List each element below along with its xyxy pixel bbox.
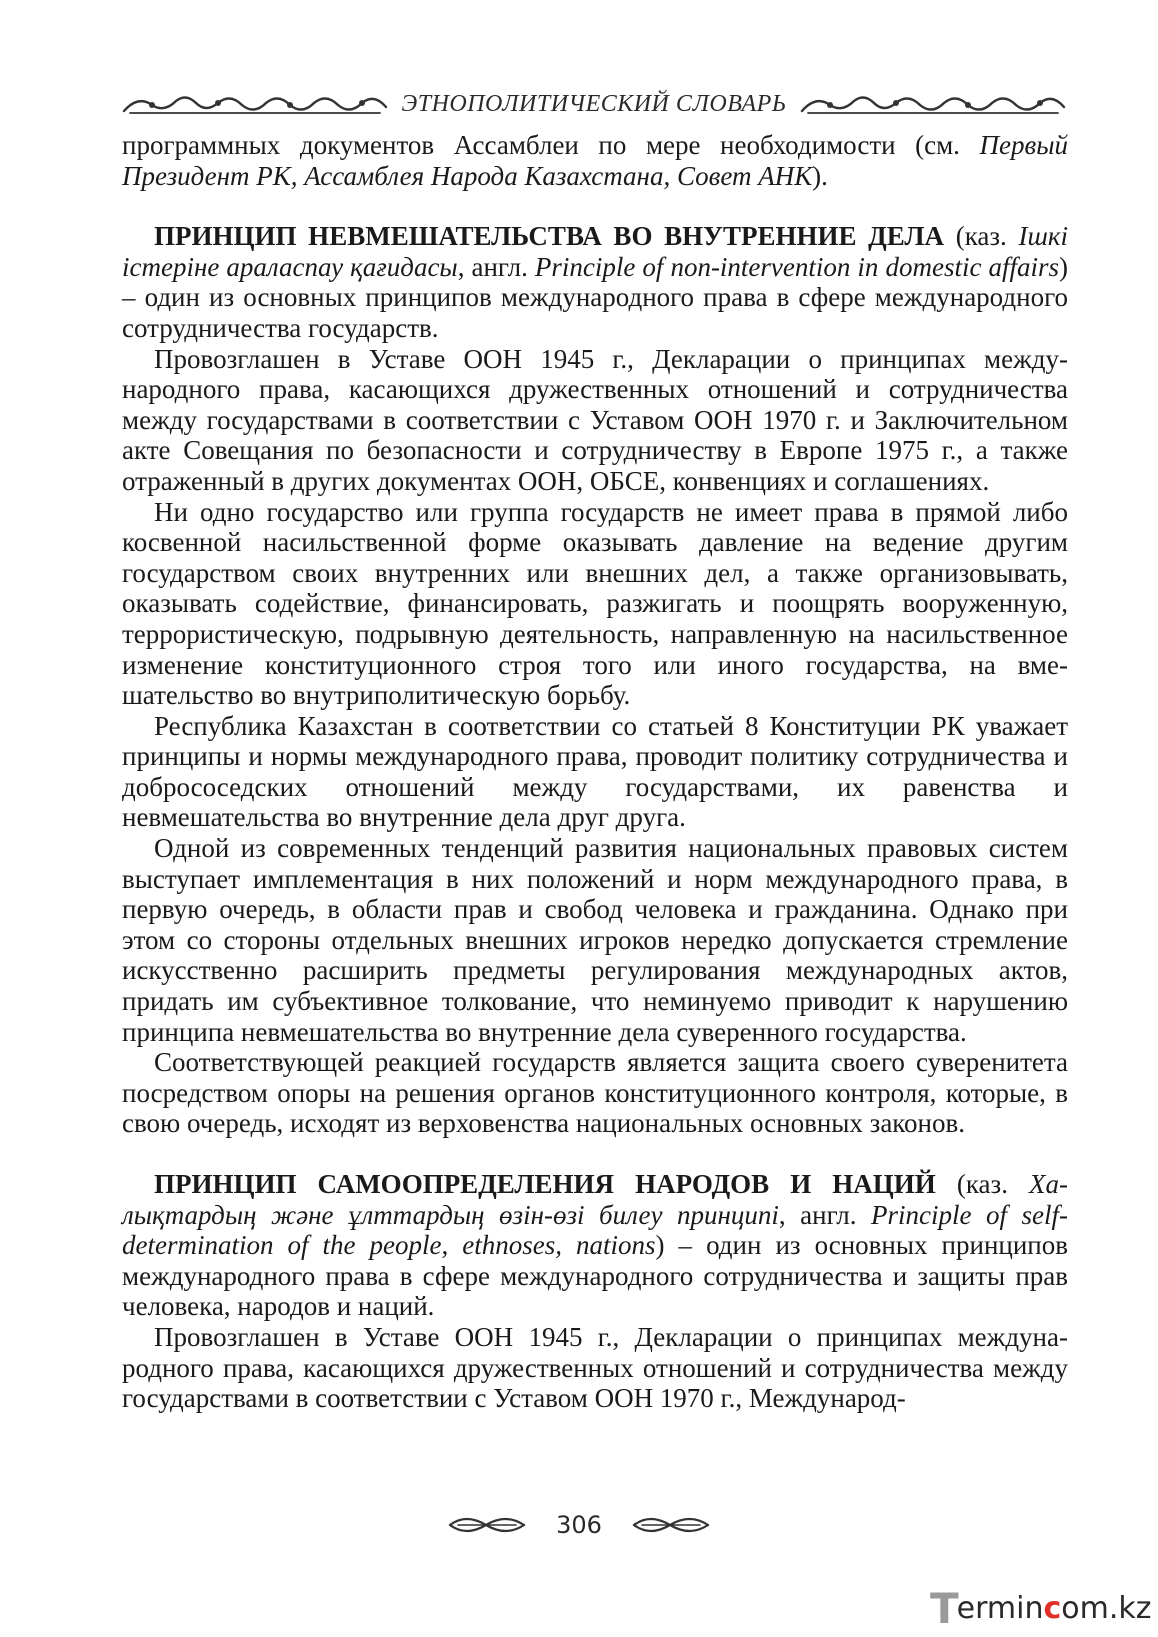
entry-2-definition: ) – один из основных принципов международного права в сфере международного сотрудничества и защиты прав человека, народов и наций. <box>122 1230 1068 1322</box>
entry-2-term: ПРИНЦИП САМООПРЕДЕЛЕНИЯ НАРОДОВ И НАЦИЙ <box>154 1169 936 1199</box>
cross-reference: Первый Президент РК, Ассамблея Народа Казахстана, Совет АНК <box>122 130 1068 191</box>
paragraph: Провозглашен в Уставе ООН 1945 г., Декларации о принципах международного права, касающихся дружественных отношений и сотрудничества между государствами в соответствии с Уставом ООН 1970 г. и Заключительном акте Совещания по безопасности и сотрудничеству в Европе 1975 г., а также отраженный в других документах ООН, ОБСЕ, конвенциях и соглашениях. <box>122 343 1068 496</box>
entry-1-definition: ) – один из основных принципов международного права в сфере международного сотрудничества государств. <box>122 251 1068 343</box>
paragraph: Республика Казахстан в соответствии со статьей 8 Конституции РК уважает принципы и нормы международного права, проводит политику сотрудничества и добрососедских отношений между государствами, их равенства и невмешательства во внутренние дела друг друга. <box>122 710 1068 833</box>
swirl-right-icon <box>630 1513 712 1537</box>
running-header <box>120 86 1068 122</box>
entry-2-lead: ПРИНЦИП САМООПРЕДЕЛЕНИЯ НАРОДОВ И НАЦИЙ (каз. Халықтардың және ұлттардың өзін-өзі билеу принципі, англ. Principle of self-determination of the people, ethnoses, nations) – один из основных принципов международного права в сфере международного сотрудничества и защиты прав человека, народов и наций. <box>122 1169 1068 1322</box>
watermark-logo: T ermin c o m.kz <box>930 1583 1152 1633</box>
entry-1-english: Principle of non-intervention in domestic affairs <box>534 251 1059 282</box>
entry-1-term: ПРИНЦИП НЕВМЕШАТЕЛЬСТВА ВО ВНУТРЕННИЕ ДЕЛА <box>154 221 945 252</box>
swirl-left-icon <box>446 1513 528 1537</box>
page-body <box>122 130 1068 1414</box>
page-number: 306 <box>556 1511 602 1539</box>
ornament-right-icon <box>798 91 1068 117</box>
continuation-paragraph: программных документов Ассамблеи по мере необходимости (см. Первый Президент РК, Ассамблея Народа Казахстана, Совет АНК). <box>122 130 1068 191</box>
paragraph: Одной из современных тенденций развития национальных правовых систем выступает имплементация в них положений и норм международного права, в первую очередь, в области прав и свобод человека и гражданина. Однако при этом со стороны отдельных внешних игроков нередко допускается стремление искусственно расширить предметы регулирования международных актов, придать им субъективное толкование, что неминуемо приводит к нарушению принципа невмешательства во внутренние дела суверенного государства. <box>122 833 1068 1047</box>
paragraph: Ни одно государство или группа государств не имеет права в прямой либо косвенной насильственной форме оказывать давление на ведение другим государством своих внутренних или внешних дел, а также организовывать, оказывать содействие, финансировать, разжигать и поощрять вооруженную, террористическую, подрывную деятельность, направленную на насильственное изменение конституционного строя того или иного государства, на вмешательство во внутриполитическую борьбу. <box>122 496 1068 711</box>
entry-1-kazakh: Ішкі істеріне араласпау қағидасы <box>122 221 1069 282</box>
running-title: ЭТНОПОЛИТИЧЕСКИЙ СЛОВАРЬ <box>401 90 787 117</box>
entry-2-kazakh: Халықтардың және ұлттардың өзін-өзі билеу принципі <box>122 1169 1068 1230</box>
paragraph: Соответствующей реакцией государств является защита своего суверенитета посредством опоры на решения органов конституционного контроля, которые, в свою очередь, исходят из верховенства национальных основных законов. <box>122 1047 1068 1139</box>
ornament-left-icon <box>120 91 390 117</box>
page-footer <box>0 1505 1158 1545</box>
paragraph: Провозглашен в Уставе ООН 1945 г., Декларации о принципах международного права, касающихся дружественных отношений и сотрудничества между государствами в соответствии с Уставом ООН 1970 г., Международ- <box>122 1321 1068 1414</box>
entry-2-english: Principle of self-determination of the people, ethnoses, nations <box>122 1199 1068 1261</box>
entry-1-lead: ПРИНЦИП НЕВМЕШАТЕЛЬСТВА ВО ВНУТРЕННИЕ ДЕЛА (каз. Ішкі істеріне араласпау қағидасы, англ. Principle of non-intervention in domestic affairs) – один из основных принципов международного права в сфере международного сотрудничества государств. <box>122 221 1069 343</box>
